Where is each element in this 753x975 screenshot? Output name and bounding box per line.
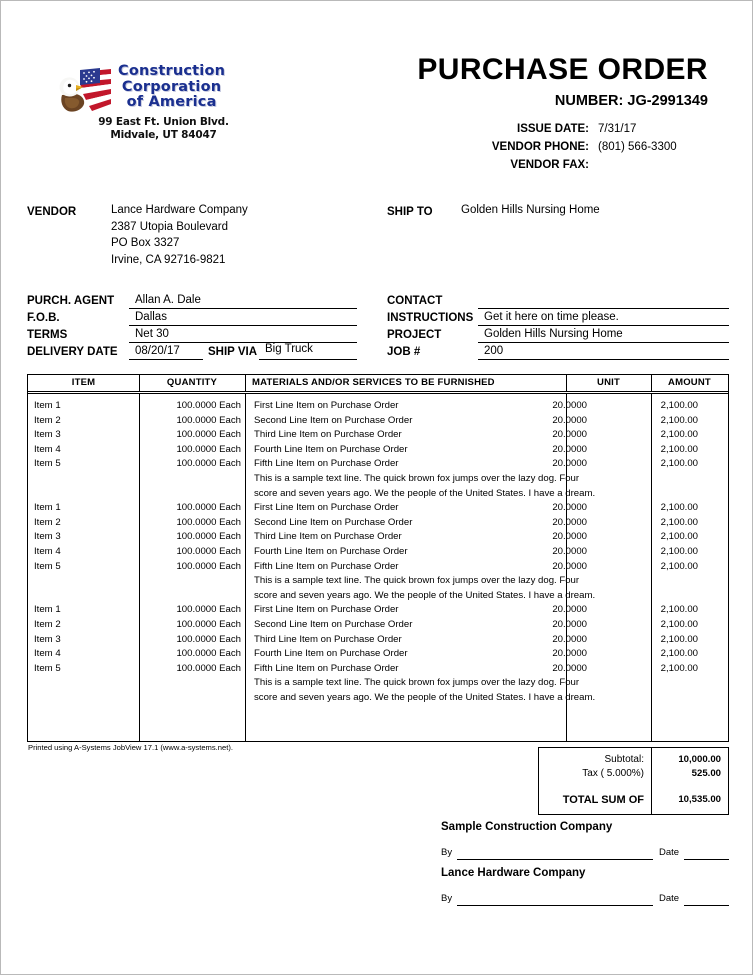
table-note-line (28, 574, 728, 589)
table-note-line (28, 676, 728, 691)
cell-item: Item 4 (34, 545, 61, 557)
cell-description: Second Line Item on Purchase Order (254, 414, 413, 426)
cell-item: Item 4 (34, 443, 61, 455)
cell-description: Fifth Line Item on Purchase Order (254, 560, 399, 572)
totals-box (538, 747, 729, 815)
page-title: PURCHASE ORDER (417, 53, 708, 86)
job-number-label: JOB # (387, 346, 421, 358)
cell-description: Fourth Line Item on Purchase Order (254, 545, 408, 557)
cell-item: Item 1 (34, 400, 61, 411)
cell-quantity: 100.0000 Each (176, 545, 241, 557)
vendor-fax-label: VENDOR FAX: (510, 159, 589, 171)
cell-unit: 20.0000 (552, 662, 587, 674)
cell-quantity: 100.0000 Each (176, 414, 241, 426)
cell-amount: 2,100.00 (660, 560, 698, 572)
cell-unit: 20.0000 (552, 443, 587, 455)
cell-quantity: 100.0000 Each (176, 662, 241, 674)
vendor-line-3: PO Box 3327 (111, 237, 180, 249)
signature-by-line-2[interactable] (457, 905, 653, 906)
instructions-value: Get it here on time please. (484, 311, 619, 323)
table-row (28, 603, 728, 618)
cell-description: Second Line Item on Purchase Order (254, 618, 413, 630)
tax-value: 525.00 (691, 768, 721, 779)
header-quantity: QUANTITY (166, 377, 218, 388)
total-value: 10,535.00 (678, 794, 721, 805)
cell-quantity: 100.0000 Each (176, 502, 241, 514)
cell-unit: 20.0000 (552, 400, 587, 411)
fob-label: F.O.B. (27, 312, 60, 324)
project-label: PROJECT (387, 329, 442, 341)
cell-description: First Line Item on Purchase Order (254, 400, 399, 411)
ship-via-value: Big Truck (265, 343, 313, 355)
delivery-date-label: DELIVERY DATE (27, 346, 118, 358)
tax-label: Tax ( 5.000%) (582, 768, 644, 779)
purch-agent-value: Allan A. Dale (135, 294, 201, 306)
cell-unit: 20.0000 (552, 458, 587, 470)
cell-quantity: 100.0000 Each (176, 443, 241, 455)
cell-note-text: This is a sample text line. The quick brown fox jumps over the lazy dog. Four (254, 472, 580, 484)
po-number-label: NUMBER: (554, 93, 624, 109)
signature-date-line-2[interactable] (684, 905, 729, 906)
company-logo-block (56, 63, 271, 141)
vendor-fax-value (598, 159, 708, 177)
cell-unit: 20.0000 (552, 531, 587, 543)
meta-row-vendor-phone (492, 141, 708, 159)
table-note-line (28, 691, 728, 706)
delivery-date-value: 08/20/17 (135, 345, 180, 357)
cell-description: First Line Item on Purchase Order (254, 604, 399, 616)
cell-item: Item 2 (34, 618, 61, 630)
issue-date-label: ISSUE DATE: (517, 123, 589, 135)
cell-amount: 2,100.00 (660, 458, 698, 470)
cell-quantity: 100.0000 Each (176, 604, 241, 616)
vendor-line-2: 2387 Utopia Boulevard (111, 220, 228, 233)
cell-description: First Line Item on Purchase Order (254, 502, 399, 514)
cell-amount: 2,100.00 (660, 604, 698, 616)
vendor-label: VENDOR (27, 206, 77, 218)
po-number (555, 93, 708, 109)
cell-amount: 2,100.00 (660, 400, 698, 411)
header-item: ITEM (71, 377, 96, 388)
cell-amount: 2,100.00 (660, 618, 698, 630)
cell-description: Third Line Item on Purchase Order (254, 633, 402, 645)
cell-unit: 20.0000 (552, 618, 587, 630)
company-name-line-1: Construction (118, 63, 226, 79)
table-row (28, 662, 728, 677)
cell-quantity: 100.0000 Each (176, 516, 241, 528)
vendor-address (111, 202, 248, 268)
cell-item: Item 2 (34, 414, 61, 426)
cell-description: Fourth Line Item on Purchase Order (254, 648, 408, 660)
company-name-line-3: of America (126, 94, 217, 110)
header-description: MATERIALS AND/OR SERVICES TO BE FURNISHED (252, 377, 495, 388)
signature-company-2: Lance Hardware Company (441, 867, 586, 879)
subtotal-value: 10,000.00 (678, 754, 721, 765)
cell-description: Fifth Line Item on Purchase Order (254, 662, 399, 674)
signature-date-label-2: Date (659, 893, 680, 904)
cell-description: Fifth Line Item on Purchase Order (254, 458, 399, 470)
signature-by-label-1: By (441, 847, 453, 858)
terms-value: Net 30 (135, 328, 169, 340)
cell-quantity: 100.0000 Each (176, 618, 241, 630)
table-row (28, 414, 728, 429)
table-row (28, 560, 728, 575)
signature-row-1 (441, 841, 729, 867)
terms-label: TERMS (27, 329, 68, 341)
table-note-line (28, 589, 728, 604)
cell-item: Item 4 (34, 648, 61, 660)
cell-item: Item 1 (34, 604, 61, 616)
cell-unit: 20.0000 (552, 604, 587, 616)
cell-unit: 20.0000 (552, 516, 587, 528)
ship-to-address (461, 202, 600, 219)
eagle-flag-logo-icon (56, 65, 114, 113)
vendor-line-1: Lance Hardware Company (111, 204, 248, 216)
cell-note-text: score and seven years ago. We the people of the United States. I have a dream. (254, 589, 596, 601)
cell-unit: 20.0000 (552, 429, 587, 441)
cell-unit: 20.0000 (552, 502, 587, 514)
cell-amount: 2,100.00 (660, 531, 698, 543)
ship-via-label: SHIP VIA (208, 346, 257, 358)
cell-amount: 2,100.00 (660, 502, 698, 514)
cell-unit: 20.0000 (552, 633, 587, 645)
total-label: TOTAL SUM OF (562, 794, 644, 806)
cell-item: Item 2 (34, 516, 61, 528)
meta-row-issue-date (492, 123, 708, 141)
line-items-table (27, 374, 729, 742)
cell-note-text: This is a sample text line. The quick brown fox jumps over the lazy dog. Four (254, 575, 580, 587)
cell-description: Fourth Line Item on Purchase Order (254, 443, 408, 455)
table-row (28, 501, 728, 516)
table-row (28, 428, 728, 443)
cell-item: Item 3 (34, 633, 61, 645)
line-items-header-row (28, 375, 728, 394)
contact-rule (478, 293, 729, 309)
table-row (28, 399, 728, 414)
order-terms-fields (1, 293, 752, 365)
cell-amount: 2,100.00 (660, 648, 698, 660)
signature-row-2 (441, 887, 729, 913)
cell-item: Item 3 (34, 531, 61, 543)
cell-amount: 2,100.00 (660, 633, 698, 645)
cell-quantity: 100.0000 Each (176, 458, 241, 470)
table-row (28, 530, 728, 545)
cell-item: Item 5 (34, 560, 61, 572)
cell-unit: 20.0000 (552, 560, 587, 572)
company-address-line-1: 99 East Ft. Union Blvd. (98, 116, 229, 128)
table-row (28, 443, 728, 458)
cell-unit: 20.0000 (552, 648, 587, 660)
meta-row-vendor-fax (492, 159, 708, 177)
cell-note-text: score and seven years ago. We the people of the United States. I have a dream. (254, 691, 596, 703)
subtotal-label: Subtotal: (604, 754, 644, 765)
printed-credit-note: Printed using A-Systems JobView 17.1 (www.a-systems.net). (28, 743, 233, 752)
cell-amount: 2,100.00 (660, 429, 698, 441)
vendor-phone-value: (801) 566-3300 (598, 141, 677, 153)
company-address-line-2: Midvale, UT 84047 (110, 128, 217, 141)
cell-amount: 2,100.00 (660, 662, 698, 674)
cell-description: Third Line Item on Purchase Order (254, 531, 402, 543)
cell-quantity: 100.0000 Each (176, 400, 241, 411)
cell-quantity: 100.0000 Each (176, 648, 241, 660)
table-row (28, 633, 728, 648)
table-row (28, 618, 728, 633)
cell-quantity: 100.0000 Each (176, 429, 241, 441)
cell-amount: 2,100.00 (660, 443, 698, 455)
signature-area (441, 821, 729, 913)
cell-item: Item 5 (34, 662, 61, 674)
column-divider-2 (245, 375, 246, 391)
cell-unit: 20.0000 (552, 414, 587, 426)
cell-unit: 20.0000 (552, 545, 587, 557)
signature-date-line-1[interactable] (684, 859, 729, 860)
signature-by-label-2: By (441, 893, 453, 904)
issue-date-value: 7/31/17 (598, 123, 637, 135)
po-number-value: JG-2991349 (627, 93, 708, 109)
table-note-line (28, 472, 728, 487)
table-row (28, 545, 728, 560)
cell-quantity: 100.0000 Each (176, 531, 241, 543)
signature-by-line-1[interactable] (457, 859, 653, 860)
vendor-phone-label: VENDOR PHONE: (491, 141, 589, 153)
cell-quantity: 100.0000 Each (176, 560, 241, 572)
cell-amount: 2,100.00 (660, 414, 698, 426)
cell-note-text: score and seven years ago. We the people of the United States. I have a dream. (254, 487, 596, 499)
line-items-body (28, 394, 728, 741)
cell-description: Third Line Item on Purchase Order (254, 429, 402, 441)
contact-label: CONTACT (387, 295, 443, 307)
cell-quantity: 100.0000 Each (176, 633, 241, 645)
table-row (28, 647, 728, 662)
table-row (28, 457, 728, 472)
company-name (118, 63, 225, 111)
cell-item: Item 1 (34, 502, 61, 514)
cell-item: Item 3 (34, 429, 61, 441)
ship-to-label: SHIP TO (387, 206, 433, 218)
cell-note-text: This is a sample text line. The quick brown fox jumps over the lazy dog. Four (254, 677, 580, 689)
header-meta-table (492, 123, 708, 177)
instructions-label: INSTRUCTIONS (387, 312, 474, 324)
totals-divider (651, 748, 652, 814)
company-address (56, 116, 271, 141)
table-note-line (28, 487, 728, 502)
signature-date-label-1: Date (659, 847, 680, 858)
purch-agent-label: PURCH. AGENT (27, 295, 115, 307)
address-area (1, 199, 752, 279)
header-unit: UNIT (597, 377, 620, 388)
job-number-value: 200 (484, 345, 504, 357)
job-number-rule (478, 344, 729, 360)
cell-amount: 2,100.00 (660, 545, 698, 557)
project-value: Golden Hills Nursing Home (484, 328, 623, 340)
header-amount: AMOUNT (668, 377, 711, 388)
company-name-line-2: Corporation (121, 78, 222, 95)
vendor-line-4: Irvine, CA 92716-9821 (111, 253, 226, 266)
table-row (28, 516, 728, 531)
cell-description: Second Line Item on Purchase Order (254, 516, 413, 528)
cell-amount: 2,100.00 (660, 516, 698, 528)
ship-to-line-1: Golden Hills Nursing Home (461, 204, 600, 216)
signature-company-1: Sample Construction Company (441, 821, 613, 833)
fob-value: Dallas (135, 311, 167, 323)
document-header (1, 1, 752, 186)
cell-item: Item 5 (34, 458, 61, 470)
